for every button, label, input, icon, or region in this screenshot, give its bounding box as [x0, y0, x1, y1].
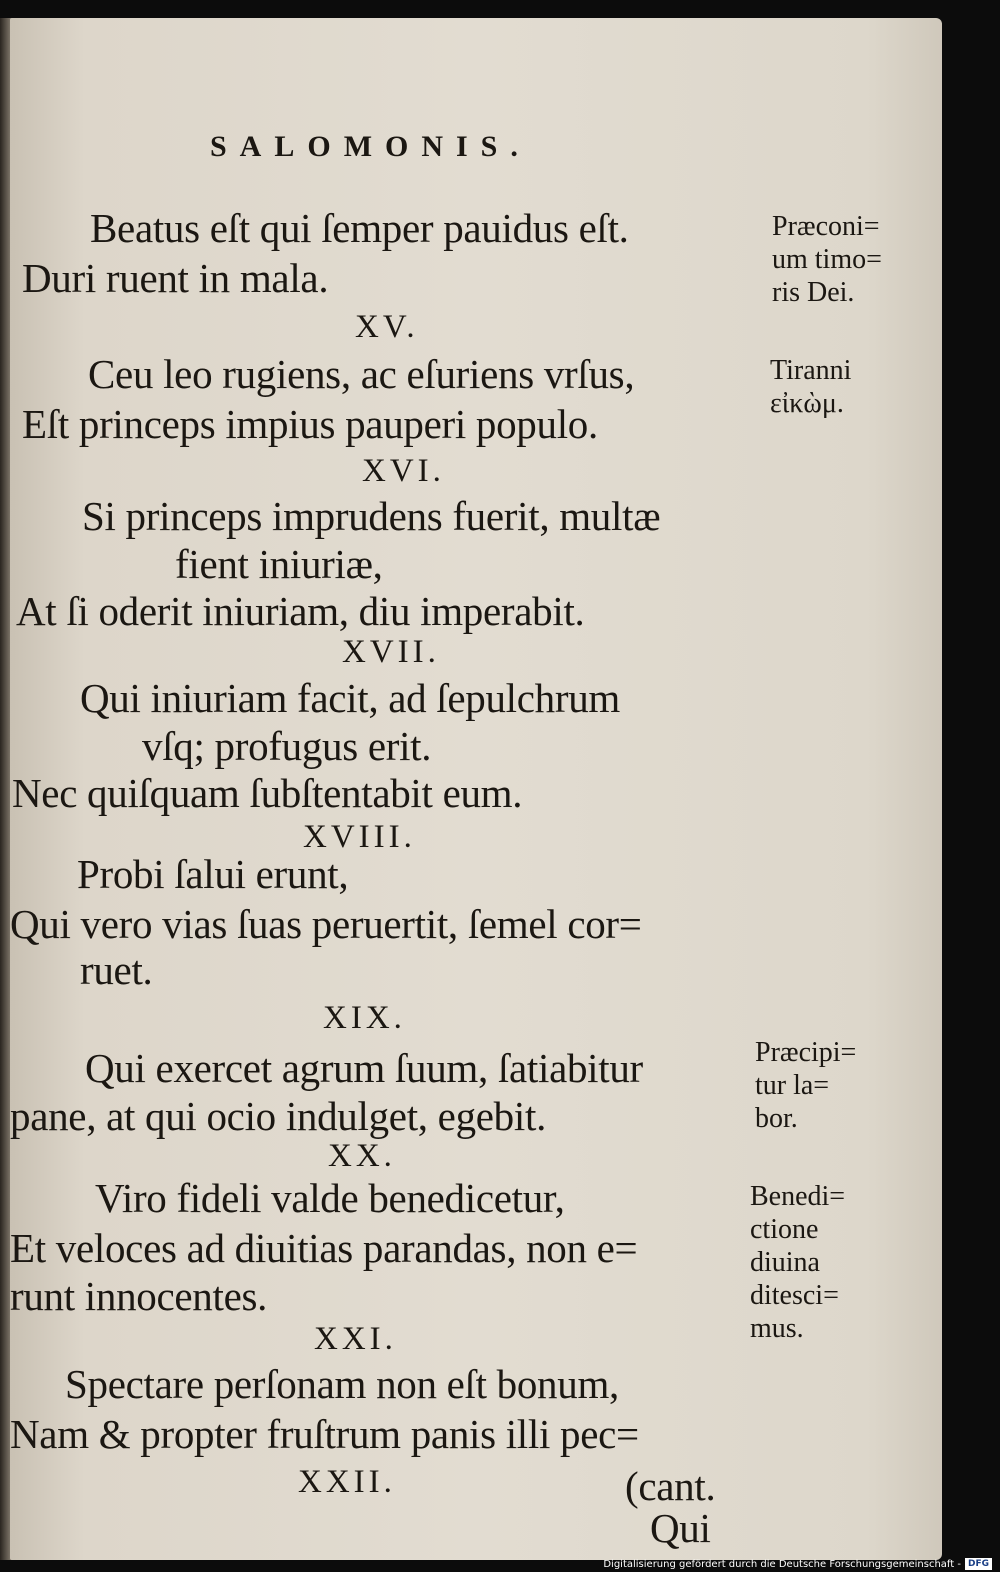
text-line: Qui iniuriam facit, ad ſepulchrum [80, 675, 621, 721]
text-line: pane, at qui ocio indulget, egebit. [10, 1093, 547, 1139]
verse-number: XX. [328, 1138, 396, 1174]
text-line: Si princeps imprudens fuerit, multæ [82, 493, 661, 539]
text-line: ruet. [80, 947, 153, 993]
running-head: SALOMONIS. [210, 130, 531, 163]
text-line: vſq; profugus erit. [142, 723, 432, 769]
marginal-note: Benedi= ctione diuina ditesci= mus. [750, 1181, 846, 1344]
text-line: Ceu leo rugiens, ac eſuriens vrſus, [88, 351, 635, 397]
book-page [10, 18, 942, 1560]
text-line: Nam & propter fruſtrum panis illi pec= [10, 1411, 639, 1457]
text-line: Spectare perſonam non eſt bonum, [65, 1361, 619, 1407]
text-line: Probi ſalui erunt, [77, 851, 349, 897]
digitization-credit [603, 1557, 992, 1571]
text-line: At ſi oderit iniuriam, diu imperabit. [16, 588, 585, 634]
verse-number: XIX. [323, 1000, 406, 1036]
catchword: Qui [650, 1505, 711, 1551]
marginal-note: Tiranni εἰκὼμ. [770, 355, 852, 419]
marginal-note: Præcipi= tur la= bor. [755, 1037, 857, 1134]
text-line: Qui exercet agrum ſuum, ſatiabitur [85, 1045, 643, 1091]
text-line: runt innocentes. [10, 1273, 268, 1319]
verse-number: XVIII. [303, 819, 416, 855]
text-line: Et veloces ad diuitias parandas, non e= [10, 1225, 638, 1271]
verse-number: XXII. [298, 1464, 396, 1500]
verse-number: XVII. [342, 634, 440, 670]
text-line: fient iniuriæ, [175, 541, 383, 587]
text-line: Duri ruent in mala. [22, 255, 329, 301]
text-line: Nec quiſquam ſubſtentabit eum. [12, 770, 523, 816]
verse-number: XXI. [314, 1321, 397, 1357]
verse-number: XVI. [362, 453, 445, 489]
verse-number: XV. [355, 309, 419, 345]
text-line: Eſt princeps impius pauperi populo. [22, 401, 598, 447]
text-line: Beatus eſt qui ſemper pauidus eſt. [90, 205, 629, 251]
text-line: Qui vero vias ſuas peruertit, ſemel cor= [10, 901, 642, 947]
credit-text: Digitalisierung gefördert durch die Deutsche Forschungsgemeinschaft - [603, 1558, 961, 1570]
text-line: (cant. [625, 1463, 716, 1509]
text-line: Viro fideli valde benedicetur, [95, 1175, 565, 1221]
marginal-note: Præconi= um timo= ris Dei. [772, 211, 882, 308]
dfg-logo: DFG [965, 1558, 992, 1570]
